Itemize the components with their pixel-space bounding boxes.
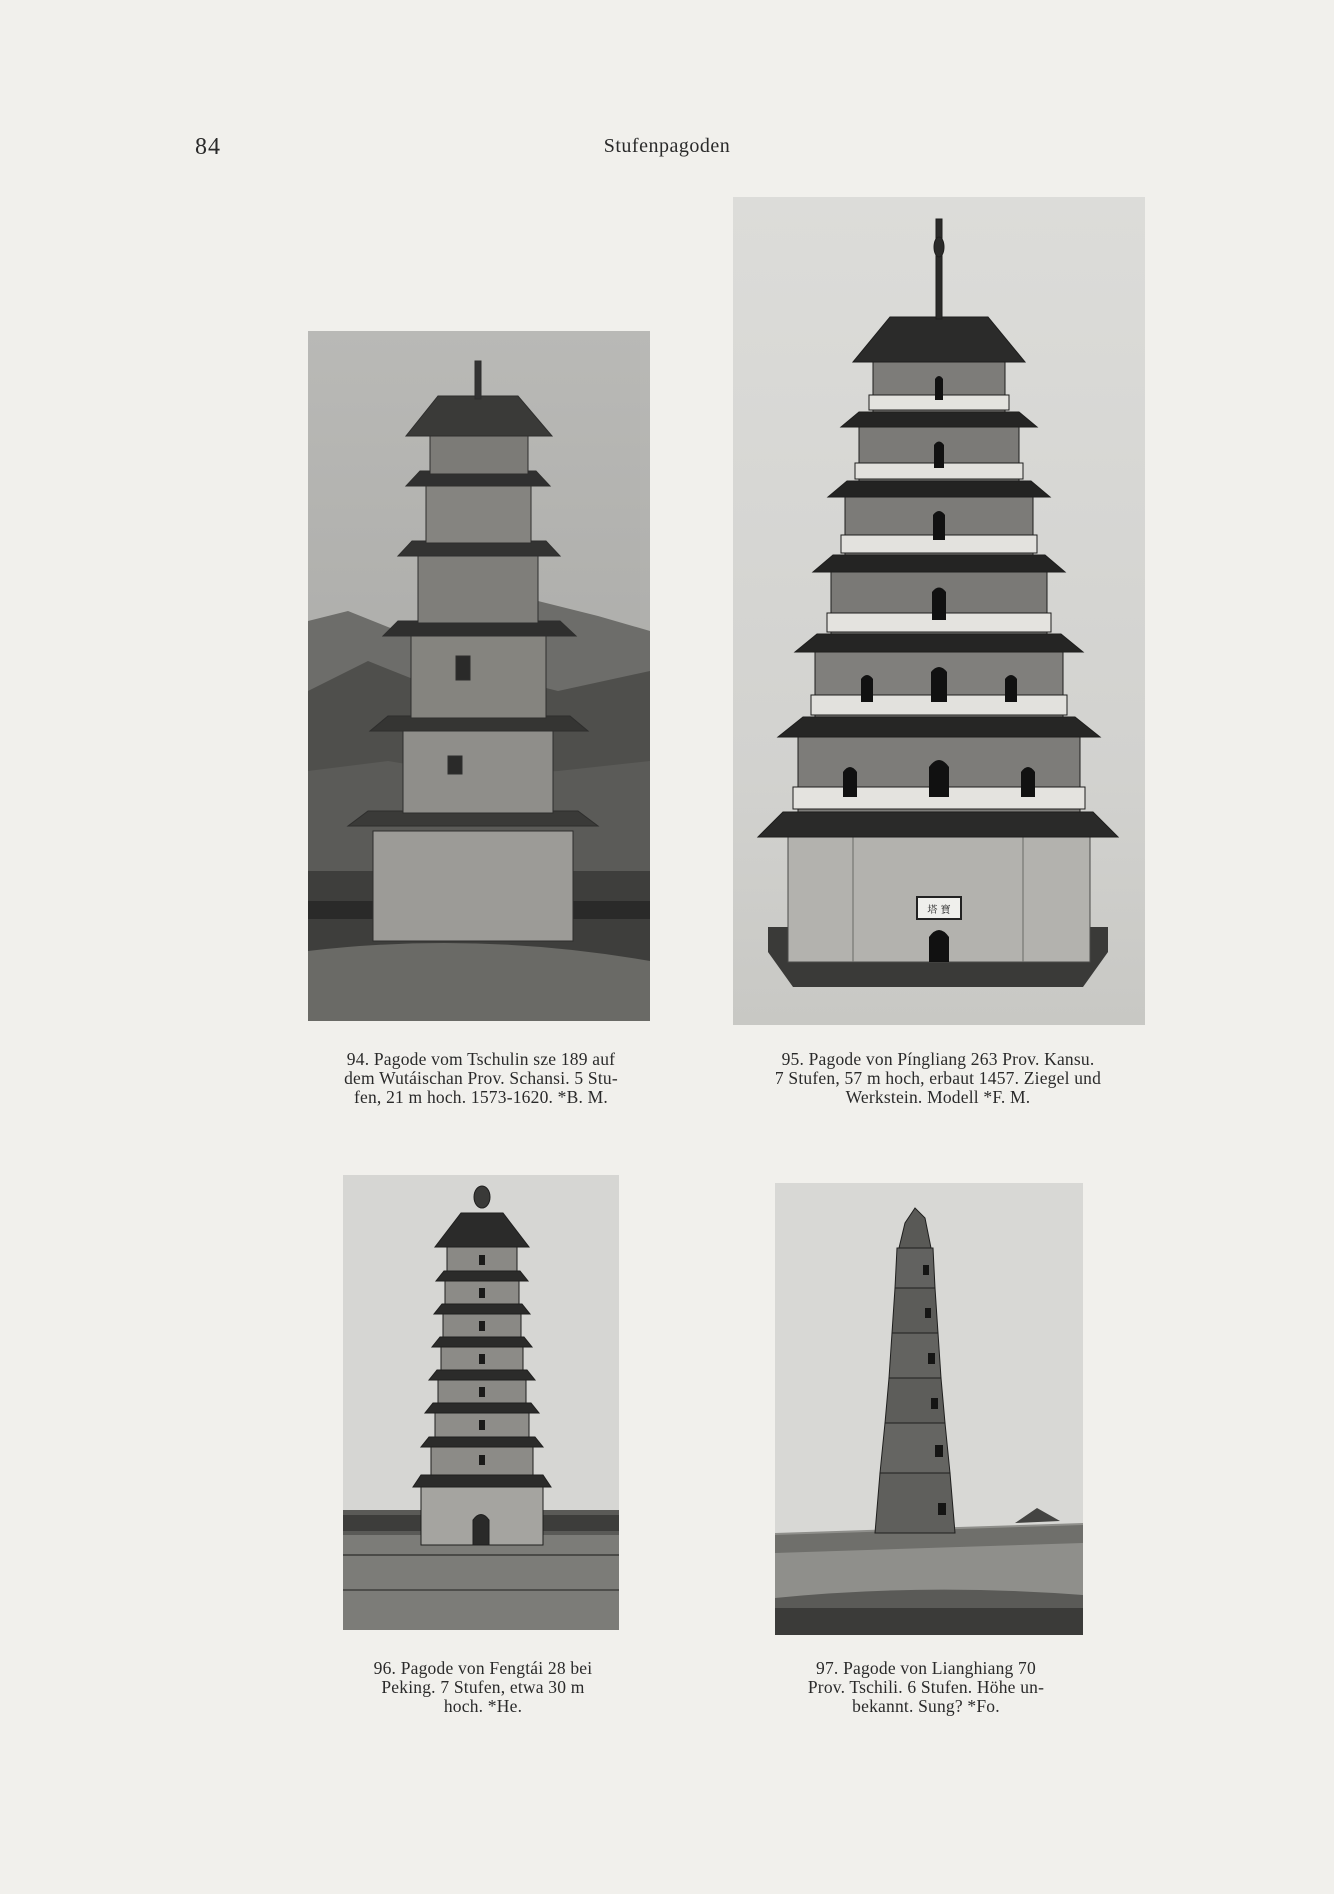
figure-97-photo xyxy=(775,1183,1083,1635)
caption-line: Prov. Tschili. 6 Stufen. Höhe un- xyxy=(807,1677,1045,1697)
caption-line: hoch. *He. xyxy=(443,1696,523,1716)
caption-line: dem Wutáischan Prov. Schansi. 5 Stu- xyxy=(344,1068,618,1088)
caption-line: Peking. 7 Stufen, etwa 30 m xyxy=(381,1677,585,1697)
caption-line: 96. Pagode von Fengtái 28 bei xyxy=(373,1658,593,1678)
caption-line: 97. Pagode von Lianghiang 70 xyxy=(816,1658,1036,1678)
figure-97-caption xyxy=(768,1659,1084,1716)
figure-96-caption xyxy=(346,1659,620,1716)
caption-line: 7 Stufen, 57 m hoch, erbaut 1457. Ziegel und xyxy=(774,1068,1102,1088)
pagoda-plaque: 塔 寶 xyxy=(927,905,951,916)
caption-line: fen, 21 m hoch. 1573-1620. *B. M. xyxy=(353,1087,608,1107)
running-title: Stufenpagoden xyxy=(603,135,731,157)
caption-line: Werkstein. Modell *F. M. xyxy=(845,1087,1031,1107)
caption-line: 95. Pagode von Píngliang 263 Prov. Kansu. xyxy=(781,1049,1095,1069)
figure-95-photo xyxy=(733,197,1145,1025)
caption-line: bekannt. Sung? *Fo. xyxy=(852,1696,1000,1716)
figure-95-caption xyxy=(728,1050,1148,1107)
figure-96-photo xyxy=(343,1175,619,1630)
page-number: 84 xyxy=(195,134,221,160)
figure-94-caption xyxy=(308,1050,654,1107)
caption-line: 94. Pagode vom Tschulin sze 189 auf xyxy=(346,1049,616,1069)
figure-94-photo xyxy=(308,331,650,1021)
